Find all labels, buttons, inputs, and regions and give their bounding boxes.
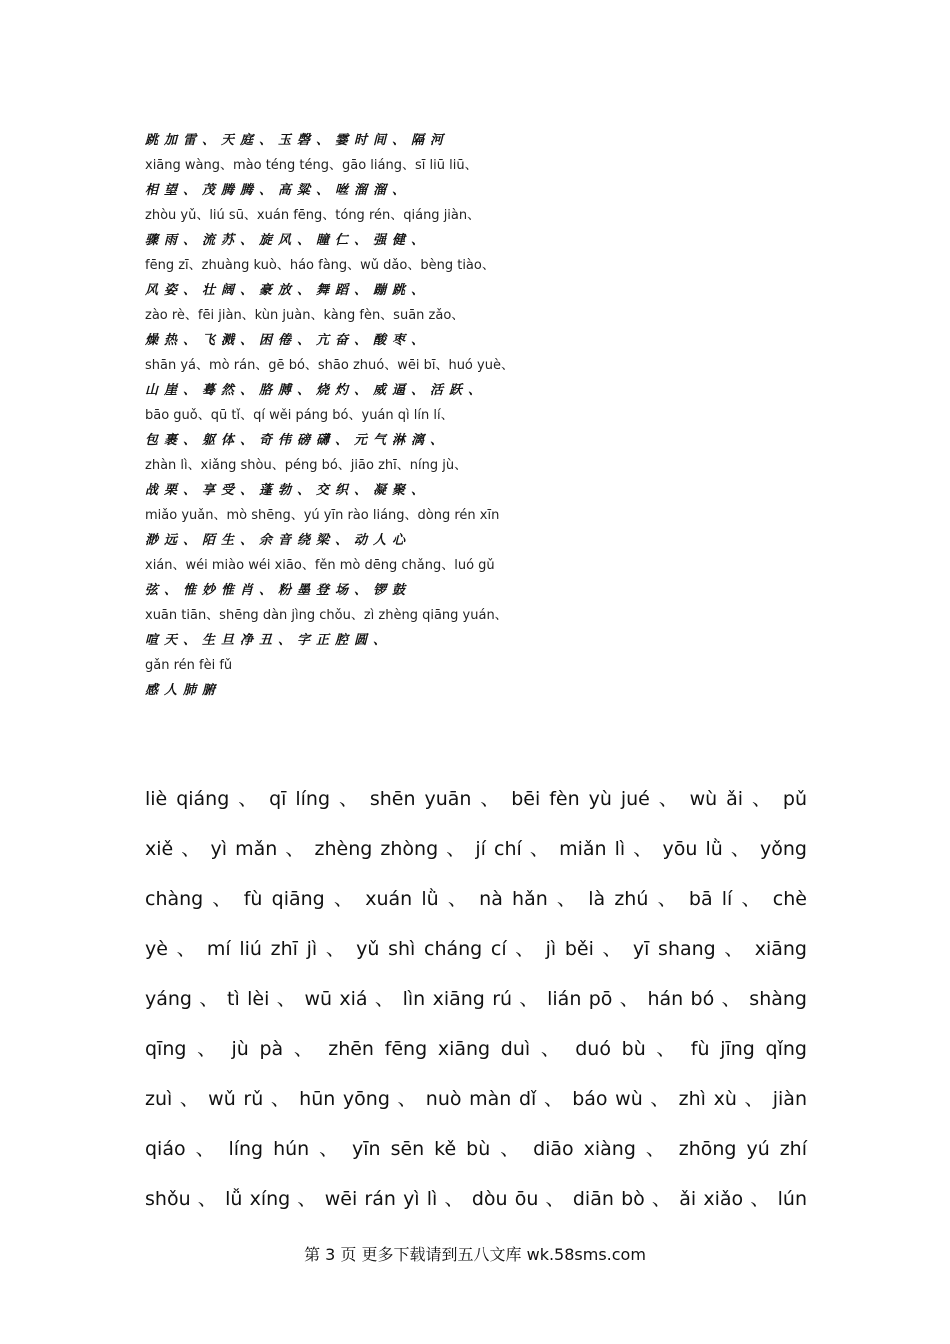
hanzi-line: 跳加雷、天庭、玉磬、霎时间、隔河 <box>145 133 450 148</box>
hanzi-line: 包裹、躯体、奇伟磅礴、元气淋漓、 <box>145 433 450 448</box>
upper-vocabulary-block <box>145 128 705 703</box>
hanzi-line: 渺远、陌生、余音绕梁、动人心 <box>145 533 412 548</box>
pinyin-line: fēng zī、zhuàng kuò、háo fàng、wǔ dǎo、bèng tiào、 <box>145 258 495 273</box>
pinyin-line: zào rè、fēi jiàn、kùn juàn、kàng fèn、suān zǎo、 <box>145 308 465 323</box>
pinyin-paragraph-line: yè 、 mí liú zhī jì 、 yǔ shì cháng cí 、 jì běi 、 yī shang 、 xiāng <box>145 938 807 960</box>
pinyin-paragraph-line: shǒu 、 lǚ xíng 、 wēi rán yì lì 、 dòu ōu 、 diān bò 、 ǎi xiǎo 、 lún <box>145 1188 807 1210</box>
pinyin-line: zhàn lì、xiǎng shòu、péng bó、jiāo zhī、níng jù、 <box>145 458 468 473</box>
hanzi-line: 弦、惟妙惟肖、粉墨登场、锣鼓 <box>145 583 412 598</box>
hanzi-line: 战栗、享受、蓬勃、交织、凝聚、 <box>145 483 431 498</box>
hanzi-line: 风姿、壮阔、豪放、舞蹈、蹦跳、 <box>145 283 431 298</box>
pinyin-paragraph-line: qīng 、 jù pà 、 zhēn fēng xiāng duì 、 duó bù 、 fù jīng qǐng <box>145 1038 807 1060</box>
pinyin-paragraph-line: chàng 、 fù qiāng 、 xuán lǜ 、 nà hǎn 、 là zhú 、 bā lí 、 chè <box>145 888 807 910</box>
pinyin-line: miǎo yuǎn、mò shēng、yú yīn rào liáng、dòng rén xīn <box>145 508 500 523</box>
pinyin-paragraph-line: xiě 、 yì mǎn 、 zhèng zhòng 、 jí chí 、 miǎn lì 、 yōu lǜ 、 yǒng <box>145 838 807 860</box>
pinyin-paragraph-line: liè qiáng 、 qī líng 、 shēn yuān 、 bēi fèn yù jué 、 wù ǎi 、 pǔ <box>145 788 807 810</box>
pinyin-line: zhòu yǔ、liú sū、xuán fēng、tóng rén、qiáng jiàn、 <box>145 208 481 223</box>
hanzi-line: 喧天、生旦净丑、字正腔圆、 <box>145 633 393 648</box>
hanzi-line: 骤雨、流苏、旋风、瞳仁、强健、 <box>145 233 431 248</box>
pinyin-paragraph-line: yáng 、 tì lèi 、 wū xiá 、 lìn xiāng rú 、 lián pō 、 hán bó 、 shàng <box>145 988 807 1010</box>
pinyin-line: bāo guǒ、qū tǐ、qí wěi páng bó、yuán qì lín lí、 <box>145 408 454 423</box>
page-footer: 第 3 页 更多下载请到五八文库 wk.58sms.com <box>304 1245 646 1264</box>
pinyin-paragraph-line: qiáo 、 líng hún 、 yīn sēn kě bù 、 diāo xiàng 、 zhōng yú zhí <box>145 1138 807 1160</box>
pinyin-line: shān yá、mò rán、gē bó、shāo zhuó、wēi bī、huó yuè、 <box>145 358 514 373</box>
pinyin-line: xiāng wàng、mào téng téng、gāo liáng、sī liū liū、 <box>145 158 478 173</box>
hanzi-line: 感人肺腑 <box>145 683 222 698</box>
hanzi-line: 山崖、蓦然、胳膊、烧灼、威逼、活跃、 <box>145 383 488 398</box>
pinyin-line: xuān tiān、shēng dàn jìng chǒu、zì zhèng qiāng yuán、 <box>145 608 508 623</box>
hanzi-line: 燥热、飞溅、困倦、亢奋、酸枣、 <box>145 333 431 348</box>
hanzi-line: 相望、茂腾腾、高粱、咝溜溜、 <box>145 183 412 198</box>
pinyin-line: xián、wéi miào wéi xiāo、fěn mò dēng chǎng、luó gǔ <box>145 558 495 573</box>
pinyin-paragraph-line: zuì 、 wǔ rǔ 、 hūn yōng 、 nuò màn dǐ 、 báo wù 、 zhì xù 、 jiàn <box>145 1088 807 1110</box>
lower-pinyin-block <box>145 774 807 1224</box>
pinyin-line: gǎn rén fèi fǔ <box>145 658 233 673</box>
